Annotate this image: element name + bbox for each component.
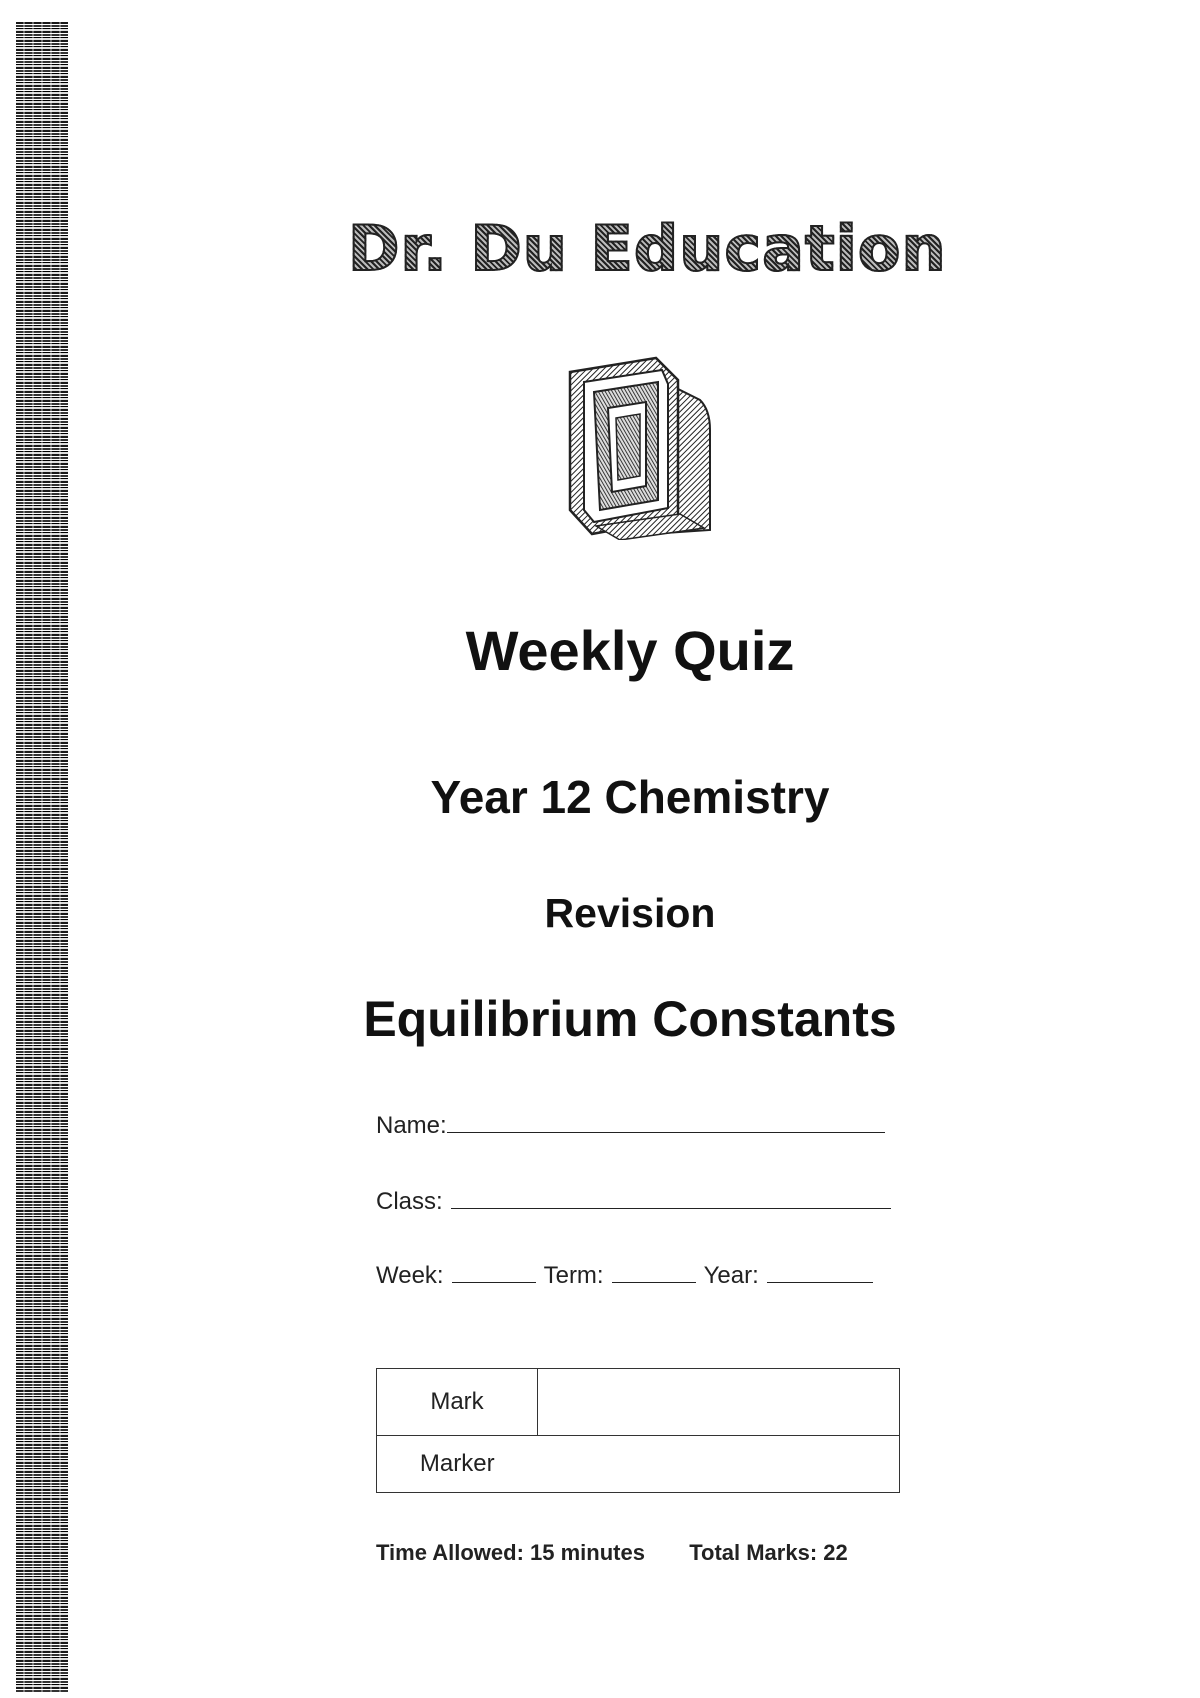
binding-strip <box>16 22 68 1692</box>
revision-title: Revision <box>544 890 716 936</box>
year-blank[interactable] <box>767 1260 873 1283</box>
term-label: Term: <box>543 1262 604 1289</box>
term-blank[interactable] <box>612 1260 696 1283</box>
name-field <box>376 1110 885 1140</box>
time-allowed: Time Allowed: 15 minutes <box>376 1540 645 1565</box>
week-label: Week: <box>376 1262 444 1289</box>
brand-title: Dr. Du Education <box>348 212 947 285</box>
mark-value-cell[interactable] <box>538 1369 900 1436</box>
total-marks: Total Marks: 22 <box>689 1540 848 1565</box>
quiz-title: Weekly Quiz <box>465 619 795 682</box>
mark-label: Mark <box>377 1369 538 1436</box>
week-term-year-field <box>376 1260 873 1290</box>
year-label: Year: <box>703 1262 759 1289</box>
class-blank[interactable] <box>451 1186 891 1209</box>
mark-row <box>377 1369 900 1436</box>
mark-table <box>376 1368 900 1493</box>
marker-label: Marker <box>377 1436 538 1493</box>
marker-value-cell[interactable] <box>538 1436 900 1493</box>
footer-info <box>376 1540 848 1566</box>
week-blank[interactable] <box>452 1260 536 1283</box>
class-label: Class: <box>376 1188 443 1215</box>
topic-title: Equilibrium Constants <box>363 991 897 1047</box>
name-blank[interactable] <box>447 1110 885 1133</box>
class-field <box>376 1186 891 1216</box>
book-icon <box>560 350 720 540</box>
subject-title: Year 12 Chemistry <box>430 771 830 823</box>
name-label: Name: <box>376 1112 447 1139</box>
marker-row <box>377 1436 900 1493</box>
